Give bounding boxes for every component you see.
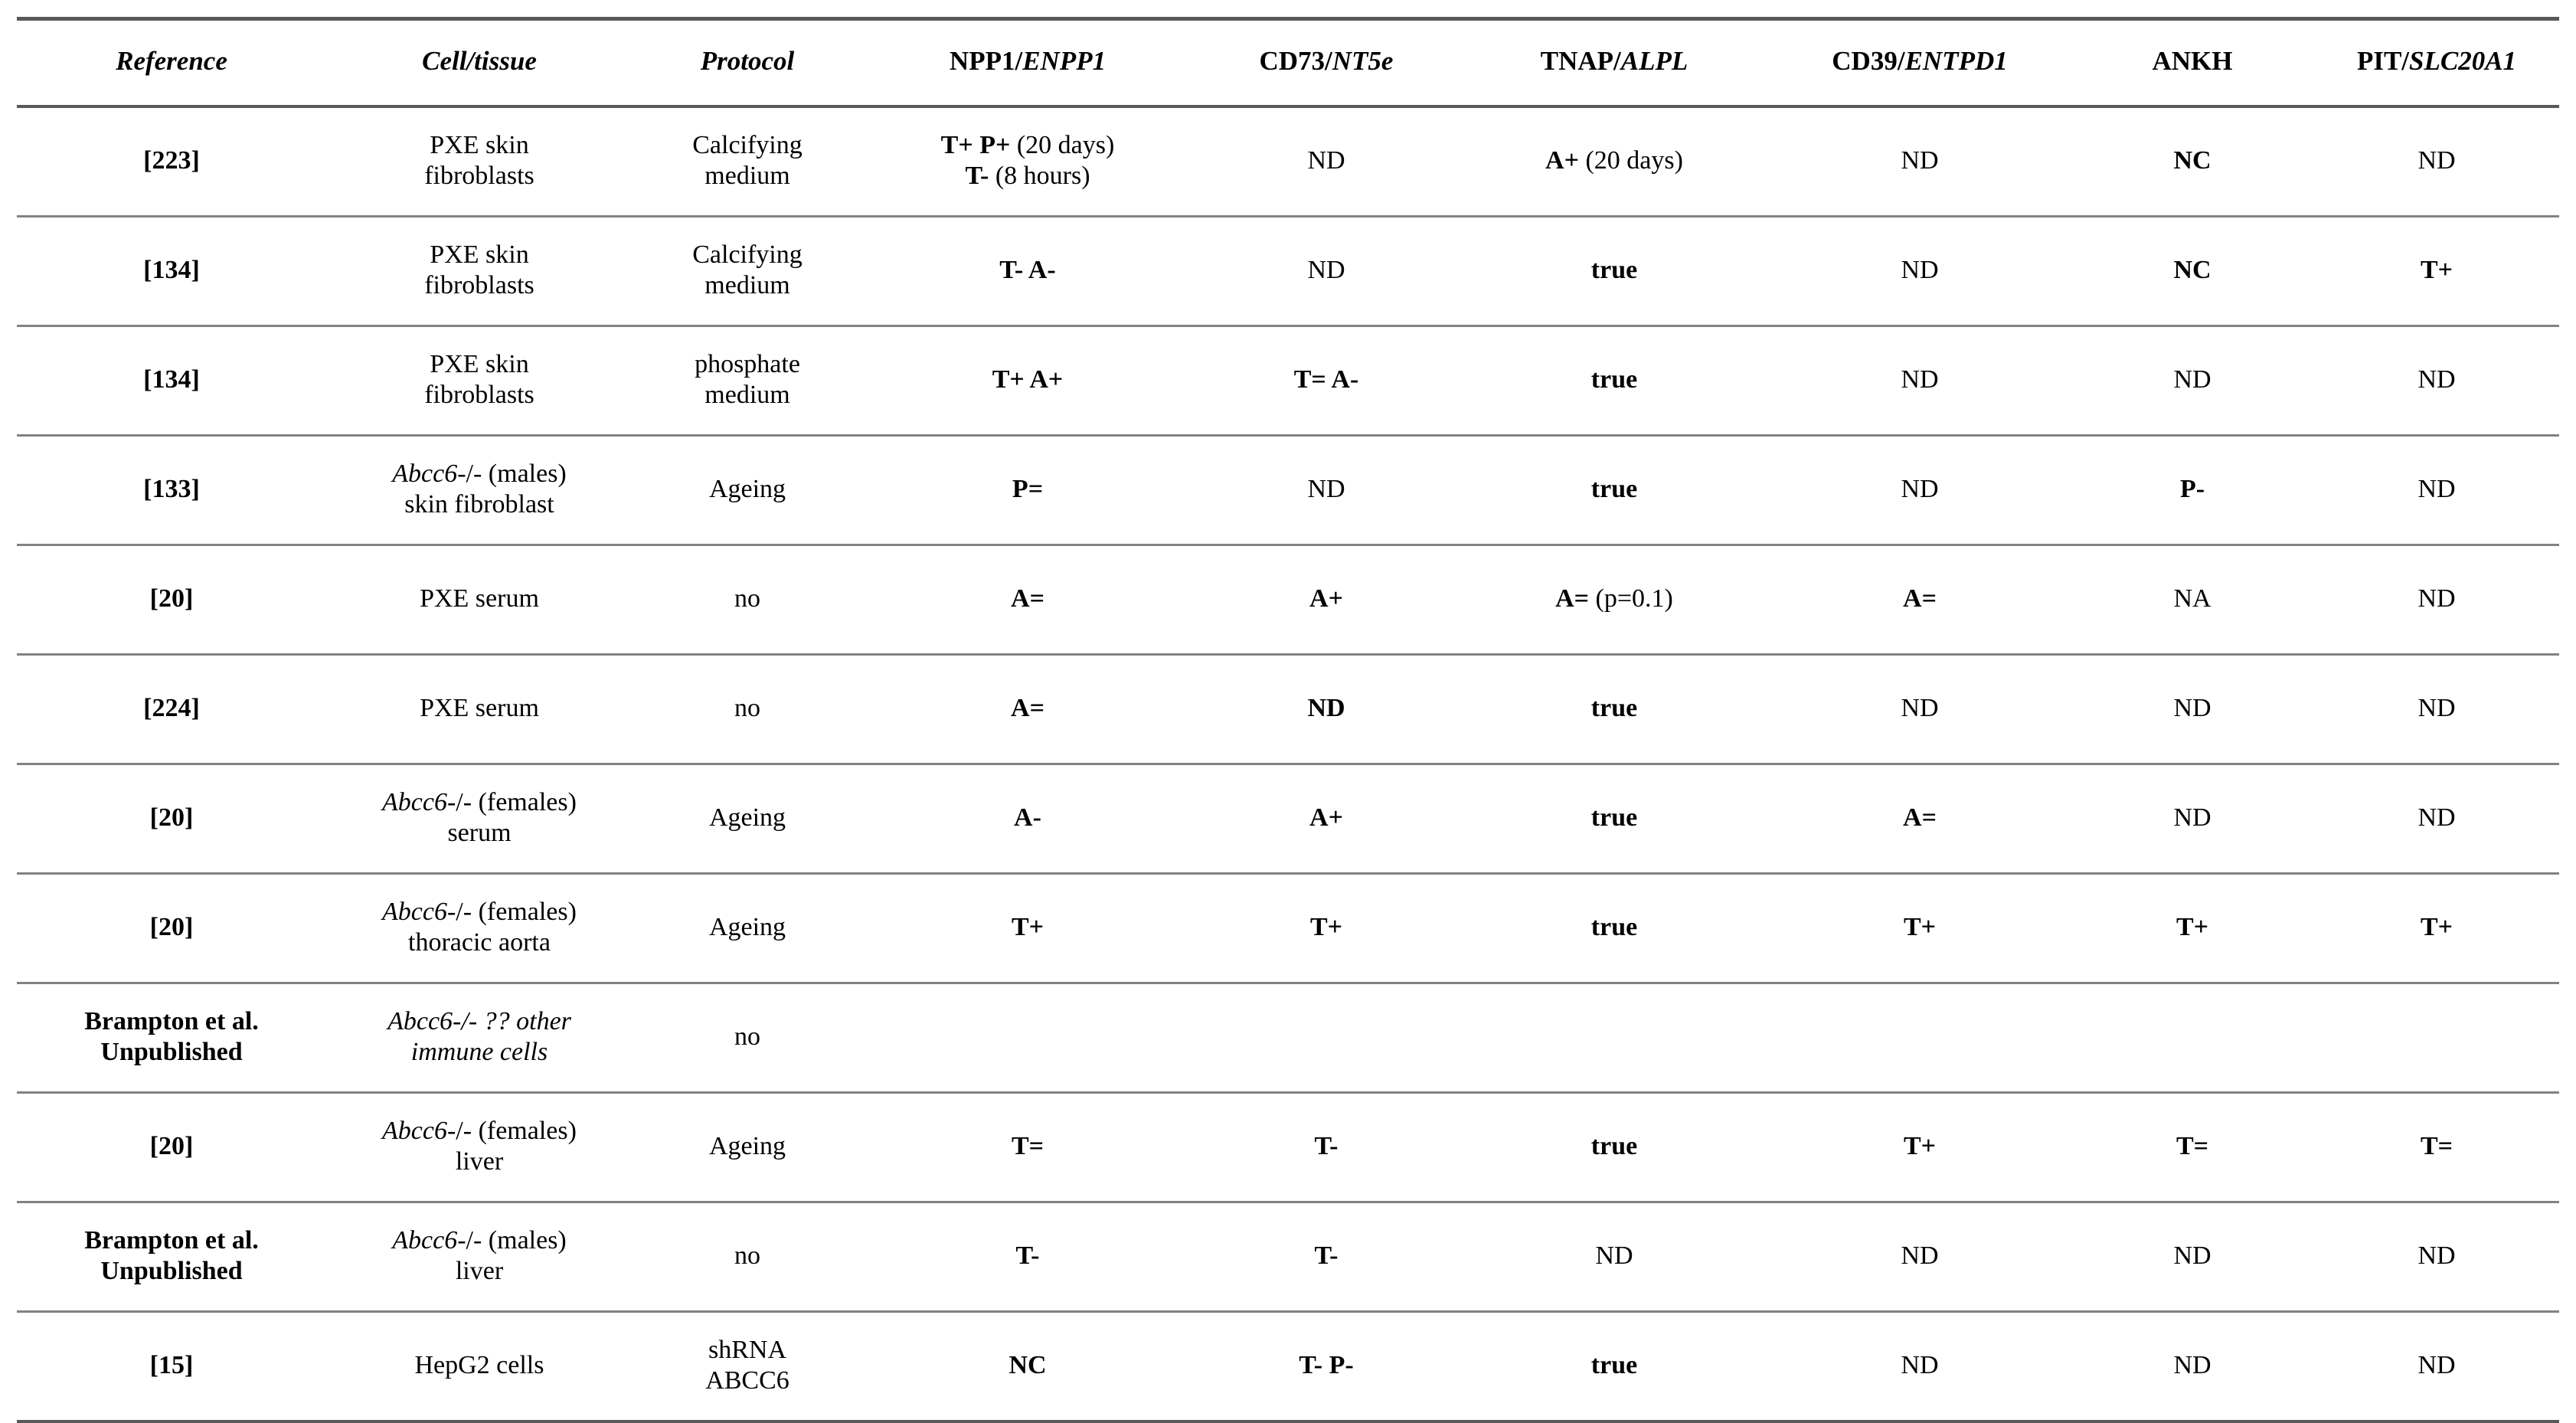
cell-cd39 xyxy=(1769,764,2071,874)
cell-pit xyxy=(2314,1202,2559,1312)
tnap-code: true xyxy=(1590,1131,1638,1160)
cd39-value: ND xyxy=(1901,146,1939,175)
cell-tissue xyxy=(326,545,633,655)
npp1-code-2: T- xyxy=(965,162,989,190)
tnap-code: true xyxy=(1590,365,1638,394)
cell-npp1 xyxy=(862,764,1193,874)
cell-tnap xyxy=(1460,217,1769,326)
npp1-line-1 xyxy=(867,130,1188,161)
cell-tissue-detail: PXE skin xyxy=(430,130,529,159)
protocol-line-1: Ageing xyxy=(708,912,786,941)
cell-ankh xyxy=(2071,545,2314,655)
cell-tnap xyxy=(1460,1202,1769,1312)
cd39-value: ND xyxy=(1901,365,1939,394)
cell-ankh xyxy=(2071,1312,2314,1422)
cd39-value: T+ xyxy=(1903,1131,1937,1160)
cell-tissue-line-1 xyxy=(331,240,628,270)
column-header-ankh-protein: ANKH xyxy=(2152,46,2233,77)
cell-cd39 xyxy=(1769,217,2071,326)
npp1-code-1: T+ P+ xyxy=(940,130,1011,159)
cell-pit xyxy=(2314,217,2559,326)
tnap-code: A= xyxy=(1555,584,1590,613)
cell-pit xyxy=(2314,874,2559,983)
cell-cd73 xyxy=(1193,545,1460,655)
cell-tissue-line-1 xyxy=(331,349,628,380)
column-header-npp1-protein: NPP1/ xyxy=(949,46,1023,77)
cell-reference xyxy=(17,1202,326,1312)
column-header-reference: Reference xyxy=(17,19,326,107)
cell-cd39 xyxy=(1769,436,2071,545)
table-row xyxy=(17,545,2559,655)
reference-line-2: Unpublished xyxy=(100,1038,243,1066)
gene-symbol: Abcc6 xyxy=(392,459,458,488)
cell-tnap xyxy=(1460,983,1769,1093)
cell-tissue xyxy=(326,1202,633,1312)
reference-label: [20] xyxy=(149,584,194,613)
cell-tnap xyxy=(1460,655,1769,764)
column-header-npp1 xyxy=(862,19,1193,107)
protocol-line-1: Ageing xyxy=(708,1131,786,1160)
header-row xyxy=(17,19,2559,107)
ankh-value: ND xyxy=(2173,1241,2212,1270)
cell-tissue-detail: PXE skin xyxy=(430,349,529,378)
table-row xyxy=(17,1312,2559,1422)
npp1-line-2 xyxy=(867,161,1188,191)
column-header-cd73-protein: CD73/ xyxy=(1259,46,1332,77)
cell-tissue-line-1 xyxy=(331,897,628,927)
reference-line-1: Brampton et al. xyxy=(84,1006,259,1035)
cell-pit xyxy=(2314,326,2559,436)
cd39-value: ND xyxy=(1901,255,1939,284)
cell-npp1 xyxy=(862,1312,1193,1422)
ankh-value: NC xyxy=(2173,255,2212,284)
column-header-npp1-gene: ENPP1 xyxy=(1022,46,1107,77)
cd73-value: T= A- xyxy=(1293,365,1359,394)
cell-tissue-detail: -/- (males) xyxy=(457,459,567,488)
cell-tissue-line-2: immune cells xyxy=(410,1038,548,1066)
cell-reference xyxy=(17,983,326,1093)
npp1-note-1: (20 days) xyxy=(1010,130,1115,159)
table-row xyxy=(17,217,2559,326)
npp1-value: T+ A+ xyxy=(992,365,1064,394)
cell-npp1 xyxy=(862,874,1193,983)
protocol-line-2: medium xyxy=(704,271,790,299)
reference-label: [20] xyxy=(149,1131,194,1160)
cell-protocol xyxy=(633,655,862,764)
column-header-cd39 xyxy=(1769,19,2071,107)
cell-cd39 xyxy=(1769,874,2071,983)
cd73-value: A+ xyxy=(1309,803,1343,832)
cell-reference xyxy=(17,545,326,655)
pit-value: T+ xyxy=(2420,255,2453,284)
column-header-cd73-gene: NT5e xyxy=(1332,46,1394,77)
cell-cd73 xyxy=(1193,874,1460,983)
column-header-cd39-gene: ENTPD1 xyxy=(1904,46,2008,77)
table-row xyxy=(17,1202,2559,1312)
reference-label: [223] xyxy=(143,146,200,175)
column-header-cell-tissue: Cell/tissue xyxy=(326,19,633,107)
pit-value: ND xyxy=(2417,365,2456,394)
cell-tissue xyxy=(326,436,633,545)
npp1-note-2: (8 hours) xyxy=(989,162,1090,190)
cell-reference xyxy=(17,436,326,545)
cell-npp1 xyxy=(862,106,1193,217)
cd73-value: T+ xyxy=(1309,912,1343,941)
cd39-value: A= xyxy=(1903,584,1937,613)
pit-value: ND xyxy=(2417,584,2456,613)
cell-tnap xyxy=(1460,326,1769,436)
cell-cd39 xyxy=(1769,1093,2071,1202)
column-header-protocol: Protocol xyxy=(633,19,862,107)
protocol-line-1: Calcifying xyxy=(692,240,803,269)
cell-reference xyxy=(17,655,326,764)
gene-symbol: Abcc6 xyxy=(382,1116,447,1145)
cell-tissue-line-1 xyxy=(331,1006,628,1037)
cell-tissue-line-1 xyxy=(331,130,628,161)
tnap-code: true xyxy=(1590,474,1638,503)
tnap-code: true xyxy=(1590,1350,1638,1379)
protocol-line-1: no xyxy=(734,1241,760,1270)
cell-tissue-line-2: liver xyxy=(455,1257,504,1285)
cell-protocol xyxy=(633,1312,862,1422)
ankh-value: ND xyxy=(2173,693,2212,722)
cell-tnap xyxy=(1460,436,1769,545)
table-row xyxy=(17,764,2559,874)
cell-tissue-detail: -/- (females) xyxy=(446,897,577,926)
cell-tissue-line-1 xyxy=(331,1116,628,1147)
cd73-value: ND xyxy=(1307,693,1345,722)
cell-tissue-detail: PXE skin xyxy=(430,240,529,269)
cell-ankh xyxy=(2071,983,2314,1093)
cell-pit xyxy=(2314,764,2559,874)
cell-tissue-detail: HepG2 cells xyxy=(414,1350,544,1379)
reference-label: [133] xyxy=(143,474,200,503)
cell-cd73 xyxy=(1193,1312,1460,1422)
ankh-value: NA xyxy=(2173,584,2212,613)
cell-tissue-line-2: fibroblasts xyxy=(424,271,534,299)
ankh-value: ND xyxy=(2173,365,2212,394)
cell-cd39 xyxy=(1769,1202,2071,1312)
cell-npp1 xyxy=(862,436,1193,545)
cell-cd39 xyxy=(1769,545,2071,655)
cell-tissue-line-1 xyxy=(331,787,628,818)
cell-protocol xyxy=(633,106,862,217)
cd39-value: ND xyxy=(1901,1350,1939,1379)
cell-tissue-detail: PXE serum xyxy=(420,584,539,613)
cd39-value: T+ xyxy=(1903,912,1937,941)
cell-protocol xyxy=(633,874,862,983)
protocol-line-2: medium xyxy=(704,381,790,409)
cd39-value: ND xyxy=(1901,693,1939,722)
cell-cd73 xyxy=(1193,1093,1460,1202)
pit-value: ND xyxy=(2417,693,2456,722)
reference-line-1: Brampton et al. xyxy=(84,1225,259,1255)
cell-pit xyxy=(2314,1093,2559,1202)
gene-symbol: Abcc6 xyxy=(392,1225,458,1255)
cell-tissue xyxy=(326,106,633,217)
reference-label: [15] xyxy=(149,1350,194,1379)
column-header-cd39-protein: CD39/ xyxy=(1832,46,1905,77)
protocol-line-1: shRNA xyxy=(708,1335,787,1364)
cell-ankh xyxy=(2071,217,2314,326)
ankh-value: ND xyxy=(2173,803,2212,832)
cell-tnap xyxy=(1460,1093,1769,1202)
cell-tnap xyxy=(1460,764,1769,874)
protocol-line-1: Ageing xyxy=(708,803,786,832)
cell-ankh xyxy=(2071,655,2314,764)
cell-reference xyxy=(17,326,326,436)
cell-cd73 xyxy=(1193,326,1460,436)
cell-pit xyxy=(2314,983,2559,1093)
cell-tissue xyxy=(326,326,633,436)
table-row xyxy=(17,983,2559,1093)
tnap-code: true xyxy=(1590,255,1638,284)
cell-cd73 xyxy=(1193,1202,1460,1312)
cell-protocol xyxy=(633,1202,862,1312)
cell-cd39 xyxy=(1769,326,2071,436)
cell-tissue-line-2: fibroblasts xyxy=(424,381,534,409)
tnap-code: true xyxy=(1590,912,1638,941)
cell-pit xyxy=(2314,1312,2559,1422)
cell-cd39 xyxy=(1769,1312,2071,1422)
cell-tissue-line-2: serum xyxy=(447,819,512,847)
gene-symbol: Abcc6 xyxy=(382,897,447,926)
cell-tissue-detail: PXE serum xyxy=(420,693,539,722)
reference-label: [20] xyxy=(149,803,194,832)
npp1-value: T= xyxy=(1011,1131,1044,1160)
cell-reference xyxy=(17,217,326,326)
pit-value: ND xyxy=(2417,1241,2456,1270)
cell-tissue-detail: -/- (females) xyxy=(446,787,577,816)
pit-value: T= xyxy=(2420,1131,2453,1160)
cell-tissue xyxy=(326,1093,633,1202)
reference-label: [20] xyxy=(149,912,194,941)
cell-protocol xyxy=(633,217,862,326)
enzyme-expression-table xyxy=(17,17,2559,1423)
npp1-value: T- xyxy=(1015,1241,1040,1270)
cell-protocol xyxy=(633,436,862,545)
cell-cd73 xyxy=(1193,764,1460,874)
pit-value: ND xyxy=(2417,803,2456,832)
ankh-value: T= xyxy=(2176,1131,2209,1160)
ankh-value: NC xyxy=(2173,146,2212,175)
ankh-value: ND xyxy=(2173,1350,2212,1379)
cell-pit xyxy=(2314,545,2559,655)
cell-ankh xyxy=(2071,1202,2314,1312)
cell-npp1 xyxy=(862,983,1193,1093)
npp1-value: P= xyxy=(1012,474,1044,503)
cell-npp1 xyxy=(862,326,1193,436)
cd73-value: ND xyxy=(1307,474,1345,503)
cell-npp1 xyxy=(862,1093,1193,1202)
cell-reference xyxy=(17,1093,326,1202)
protocol-line-1: phosphate xyxy=(695,349,800,378)
cell-tissue-line-1 xyxy=(331,459,628,489)
cell-pit xyxy=(2314,655,2559,764)
cd73-value: T- xyxy=(1314,1241,1339,1270)
column-header-pit-protein: PIT/ xyxy=(2356,46,2410,77)
protocol-line-1: no xyxy=(734,693,760,722)
cell-tissue-line-1 xyxy=(331,584,628,614)
reference-label: [134] xyxy=(143,255,200,284)
cell-pit xyxy=(2314,436,2559,545)
cell-tnap xyxy=(1460,106,1769,217)
cell-tissue xyxy=(326,764,633,874)
ankh-value: T+ xyxy=(2176,912,2209,941)
cell-cd39 xyxy=(1769,983,2071,1093)
cell-reference xyxy=(17,1312,326,1422)
protocol-line-1: Calcifying xyxy=(692,130,803,159)
cell-tissue-detail: -/- (females) xyxy=(446,1116,577,1145)
cell-cd73 xyxy=(1193,106,1460,217)
npp1-value: T- A- xyxy=(999,255,1056,284)
npp1-value: A- xyxy=(1014,803,1041,832)
cell-cd73 xyxy=(1193,655,1460,764)
reference-line-2: Unpublished xyxy=(100,1257,243,1285)
cell-cd39 xyxy=(1769,106,2071,217)
pit-value: ND xyxy=(2417,474,2456,503)
table-body xyxy=(17,106,2559,1421)
cell-npp1 xyxy=(862,217,1193,326)
reference-label: [224] xyxy=(143,693,200,722)
table-row xyxy=(17,436,2559,545)
cell-reference xyxy=(17,874,326,983)
cell-reference xyxy=(17,106,326,217)
cell-protocol xyxy=(633,1093,862,1202)
cell-tissue-line-1 xyxy=(331,1350,628,1381)
cell-tissue-line-1 xyxy=(331,1225,628,1256)
cell-tissue-line-2: skin fibroblast xyxy=(404,490,554,518)
npp1-value: A= xyxy=(1011,584,1044,613)
cell-tissue xyxy=(326,983,633,1093)
tnap-code: true xyxy=(1590,803,1638,832)
cell-cd73 xyxy=(1193,983,1460,1093)
pit-value: T+ xyxy=(2420,912,2453,941)
cd39-value: ND xyxy=(1901,1241,1939,1270)
tnap-note: (20 days) xyxy=(1578,146,1683,175)
cell-tissue-line-2: fibroblasts xyxy=(424,162,534,190)
cell-ankh xyxy=(2071,106,2314,217)
cd73-value: ND xyxy=(1307,146,1345,175)
cell-tnap xyxy=(1460,874,1769,983)
pit-value: ND xyxy=(2417,146,2456,175)
cell-npp1 xyxy=(862,545,1193,655)
cd39-value: A= xyxy=(1903,803,1937,832)
npp1-value: T+ xyxy=(1011,912,1044,941)
cell-cd73 xyxy=(1193,217,1460,326)
tnap-code: true xyxy=(1590,693,1638,722)
tnap-note: (p=0.1) xyxy=(1589,584,1673,613)
cell-protocol xyxy=(633,983,862,1093)
table-row xyxy=(17,874,2559,983)
cell-ankh xyxy=(2071,436,2314,545)
protocol-line-1: Ageing xyxy=(708,474,786,503)
tnap-code: A+ xyxy=(1545,146,1579,175)
cell-protocol xyxy=(633,764,862,874)
reference-label: [134] xyxy=(143,365,200,394)
ankh-value: P- xyxy=(2179,474,2205,503)
cell-ankh xyxy=(2071,1093,2314,1202)
column-header-ankh xyxy=(2071,19,2314,107)
cell-tissue xyxy=(326,217,633,326)
cell-protocol xyxy=(633,545,862,655)
cell-tissue-detail: -/- (males) xyxy=(457,1225,567,1255)
cd39-value: ND xyxy=(1901,474,1939,503)
protocol-line-2: medium xyxy=(704,162,790,190)
column-header-tnap-gene: ALPL xyxy=(1620,46,1688,77)
protocol-line-1: no xyxy=(734,1022,760,1051)
cell-tnap xyxy=(1460,1312,1769,1422)
npp1-value: A= xyxy=(1011,693,1044,722)
cell-pit xyxy=(2314,106,2559,217)
gene-symbol: Abcc6-/- ?? other xyxy=(387,1006,571,1035)
cd73-value: T- P- xyxy=(1299,1350,1354,1379)
cell-npp1 xyxy=(862,1202,1193,1312)
cell-npp1 xyxy=(862,655,1193,764)
cd73-value: ND xyxy=(1307,255,1345,284)
column-header-pit xyxy=(2314,19,2559,107)
cd73-value: A+ xyxy=(1309,584,1343,613)
table-row xyxy=(17,1093,2559,1202)
pit-value: ND xyxy=(2417,1350,2456,1379)
tnap-value: ND xyxy=(1595,1241,1633,1270)
cell-tissue-line-2: liver xyxy=(455,1147,504,1176)
cell-reference xyxy=(17,764,326,874)
npp1-value: NC xyxy=(1008,1350,1047,1379)
table-header xyxy=(17,19,2559,107)
table-row xyxy=(17,106,2559,217)
column-header-tnap xyxy=(1460,19,1769,107)
cd73-value: T- xyxy=(1314,1131,1339,1160)
cell-ankh xyxy=(2071,326,2314,436)
protocol-line-2: ABCC6 xyxy=(705,1366,789,1395)
cell-ankh xyxy=(2071,764,2314,874)
cell-tissue-line-1 xyxy=(331,693,628,724)
cell-ankh xyxy=(2071,874,2314,983)
cell-tissue xyxy=(326,874,633,983)
cell-tnap xyxy=(1460,545,1769,655)
table-row xyxy=(17,655,2559,764)
cell-protocol xyxy=(633,326,862,436)
cell-cd39 xyxy=(1769,655,2071,764)
column-header-pit-gene: SLC20A1 xyxy=(2409,46,2517,77)
cell-tissue-line-2: thoracic aorta xyxy=(408,928,551,957)
column-header-tnap-protein: TNAP/ xyxy=(1540,46,1621,77)
cell-cd73 xyxy=(1193,436,1460,545)
cell-tissue xyxy=(326,1312,633,1422)
column-header-cd73 xyxy=(1193,19,1460,107)
protocol-line-1: no xyxy=(734,584,760,613)
gene-symbol: Abcc6 xyxy=(382,787,447,816)
cell-tissue xyxy=(326,655,633,764)
table-row xyxy=(17,326,2559,436)
